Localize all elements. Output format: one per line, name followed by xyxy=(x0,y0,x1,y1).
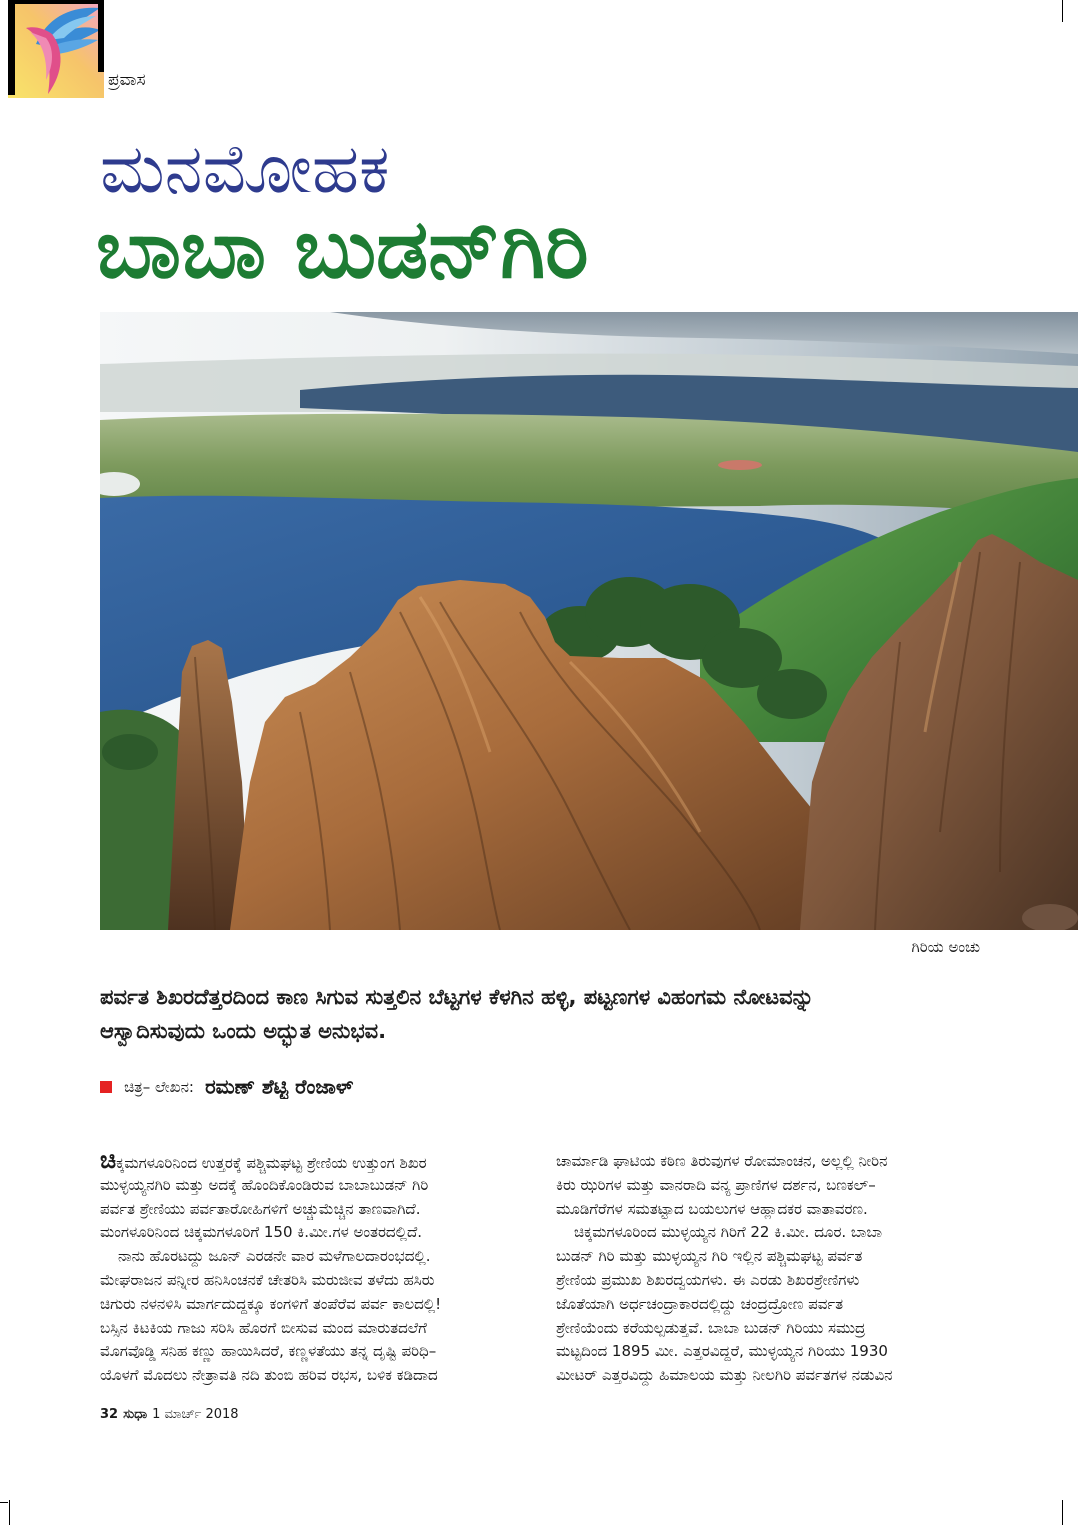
body-line: ಮೀಟರ್ ಎತ್ತರವಿದ್ದು ಹಿಮಾಲಯ ಮತ್ತು ನೀಲಗಿರಿ ಪರ್ವತಗಳ ನಡುವಿನ xyxy=(556,1366,893,1385)
bird-logo-icon xyxy=(8,0,104,98)
byline-author: ರಮಣ್ ಶೆಟ್ಟಿ ರೆಂಜಾಳ್ xyxy=(205,1074,354,1099)
body-line: ಚಿಗುರು ನಳನಳಿಸಿ ಮಾರ್ಗದುದ್ದಕ್ಕೂ ಕಂಗಳಿಗೆ ತಂಪೆರೆವ ಪರ್ವ ಕಾಲದಲ್ಲಿ! xyxy=(100,1294,442,1313)
body-line: ಚಾರ್ಮಾಡಿ ಘಾಟಿಯ ಕಠಿಣ ತಿರುವುಗಳ ರೋಮಾಂಚನ, ಅಲ್ಲಲ್ಲಿ ನೀರಿನ xyxy=(556,1152,888,1170)
body-line: ಚಿಕ್ಕಮಗಳೂರಿಂದ ಮುಳ್ಳಯ್ಯನ ಗಿರಿಗೆ 22 ಕಿ.ಮೀ. ದೂರ. ಬಾಬಾ xyxy=(574,1223,883,1242)
body-line xyxy=(100,1150,524,1174)
lead-line: ಪರ್ವತ ಶಿಖರದೆತ್ತರದಿಂದ ಕಾಣ ಸಿಗುವ ಸುತ್ತಲಿನ ಬೆಟ್ಟಗಳ ಕೆಳಗಿನ ಹಳ್ಳಿ, ಪಟ್ಟಣಗಳ ವಿಹಂಗಮ ನೋಟವನ್ನು xyxy=(100,985,814,1009)
crop-mark-top-right xyxy=(1062,0,1063,22)
body-line: ಮೂಡಿಗೆರೆಗಳ ಸಮತಟ್ಟಾದ ಬಯಲುಗಳ ಆಹ್ಲಾದಕರ ವಾತಾವರಣ. xyxy=(556,1199,868,1218)
landscape-photo xyxy=(100,312,1078,930)
body-line: ಮೊಗವೊಡ್ಡಿ ಸನಿಹ ಕಣ್ಣು ಹಾಯಿಸಿದರೆ, ಕಣ್ಣಳತೆಯು ತನ್ನ ದೃಷ್ಟಿ ಪರಿಧಿ– xyxy=(100,1342,437,1361)
crop-mark-bottom-left xyxy=(9,1500,10,1525)
bird-logo-graphic xyxy=(8,0,104,98)
issue-date: 1 ಮಾರ್ಚ್ 2018 xyxy=(152,1407,239,1422)
drop-cap: ಚಿ xyxy=(100,1150,117,1174)
body-line: ಮಂಗಳೂರಿನಿಂದ ಚಿಕ್ಕಮಗಳೂರಿಗೆ 150 ಕಿ.ಮೀ.ಗಳ ಅಂತರದಲ್ಲಿದೆ. xyxy=(100,1223,423,1242)
page-footer xyxy=(100,1406,239,1424)
body-line: ಪರ್ವತ ಶ್ರೇಣಿಯು ಪರ್ವತಾರೋಹಿಗಳಿಗೆ ಅಚ್ಚುಮೆಚ್ಚಿನ ತಾಣವಾಗಿದೆ. xyxy=(100,1199,421,1218)
body-line: ಮೇಘರಾಜನ ಪನ್ನೀರ ಹನಿಸಿಂಚನಕೆ ಚೇತರಿಸಿ ಮರುಜೀವ ತಳೆದು ಹಸಿರು xyxy=(100,1270,435,1289)
title-line-2: ಬಾಬಾ ಬುಡನ್‌ಗಿರಿ xyxy=(96,204,589,296)
body-line: ಮುಳ್ಳಯ್ಯನಗಿರಿ ಮತ್ತು ಅದಕ್ಕೆ ಹೊಂದಿಕೊಂಡಿರುವ ಬಾಬಾಬುಡನ್ ಗಿರಿ xyxy=(100,1175,429,1194)
lead-paragraph xyxy=(100,980,1040,1048)
title-line-1: ಮನಮೋಹಕ xyxy=(100,130,390,209)
byline-prefix: ಚಿತ್ರ– ಲೇಖನ: xyxy=(124,1077,194,1096)
body-line: ಮಟ್ಟದಿಂದ 1895 ಮೀ. ಎತ್ತರವಿದ್ದರೆ, ಮುಳ್ಳಯ್ಯನ ಗಿರಿಯು 1930 xyxy=(556,1342,888,1361)
crop-mark-bottom-right xyxy=(1062,1500,1063,1525)
body-column-2 xyxy=(556,1150,980,1388)
page-number: 32 xyxy=(100,1407,119,1422)
lead-line: ಆಸ್ವಾದಿಸುವುದು ಒಂದು ಅದ್ಭುತ ಅನುಭವ. xyxy=(100,1019,387,1043)
body-line: ಯೊಳಗೆ ಮೊದಲು ನೇತ್ರಾವತಿ ನದಿ ತುಂಬಿ ಹರಿವ ರಭಸ, ಬಳಿಕ ಕಡಿದಾದ xyxy=(100,1366,438,1385)
body-line: ಶ್ರೇಣಿಯೆಂದು ಕರೆಯಲ್ಪಡುತ್ತವೆ. ಬಾಬಾ ಬುಡನ್ ಗಿರಿಯು ಸಮುದ್ರ xyxy=(556,1318,866,1337)
photo-field-patch xyxy=(718,460,762,470)
body-line: ನಾನು ಹೊರಟದ್ದು ಜೂನ್ ಎರಡನೇ ವಾರ ಮಳೆಗಾಲದಾರಂಭದಲ್ಲಿ. xyxy=(118,1247,431,1266)
magazine-name: ಸುಧಾ xyxy=(123,1407,148,1422)
photo-caption: ಗಿರಿಯ ಅಂಚು xyxy=(911,938,980,956)
body-line: ಬಸ್ಸಿನ ಕಿಟಕಿಯ ಗಾಜು ಸರಿಸಿ ಹೊರಗೆ ಬೀಸುವ ಮಂದ ಮಾರುತದಲೆಗೆ xyxy=(100,1318,427,1337)
body-line: ಕಿರು ಝರಿಗಳ ಮತ್ತು ವಾನರಾದಿ ವನ್ಯ ಪ್ರಾಣಿಗಳ ದರ್ಶನ, ಬಣಕಲ್– xyxy=(556,1175,876,1194)
body-line: ಜೊತೆಯಾಗಿ ಅರ್ಧಚಂದ್ರಾಕಾರದಲ್ಲಿದ್ದು ಚಂದ್ರದ್ರೋಣ ಪರ್ವತ xyxy=(556,1294,844,1313)
body-line-text: ಕ್ಕಮಗಳೂರಿನಿಂದ ಉತ್ತರಕ್ಕೆ ಪಶ್ಚಿಮಘಟ್ಟ ಶ್ರೇಣಿಯ ಉತ್ತುಂಗ ಶಿಖರ xyxy=(116,1154,427,1172)
byline xyxy=(100,1073,800,1099)
section-label: ಪ್ರವಾಸ xyxy=(108,70,146,90)
body-line: ಶ್ರೇಣಿಯ ಪ್ರಮುಖ ಶಿಖರದ್ವಯಗಳು. ಈ ಎರಡು ಶಿಖರಶ್ರೇಣಿಗಳು xyxy=(556,1270,860,1289)
body-line: ಬುಡನ್ ಗಿರಿ ಮತ್ತು ಮುಳ್ಳಯ್ಯನ ಗಿರಿ ಇಲ್ಲಿನ ಪಶ್ಚಿಮಘಟ್ಟ ಪರ್ವತ xyxy=(556,1247,863,1266)
body-column-1 xyxy=(100,1150,524,1388)
crop-mark-bottom-left-h xyxy=(0,1502,8,1503)
byline-marker xyxy=(100,1081,112,1093)
